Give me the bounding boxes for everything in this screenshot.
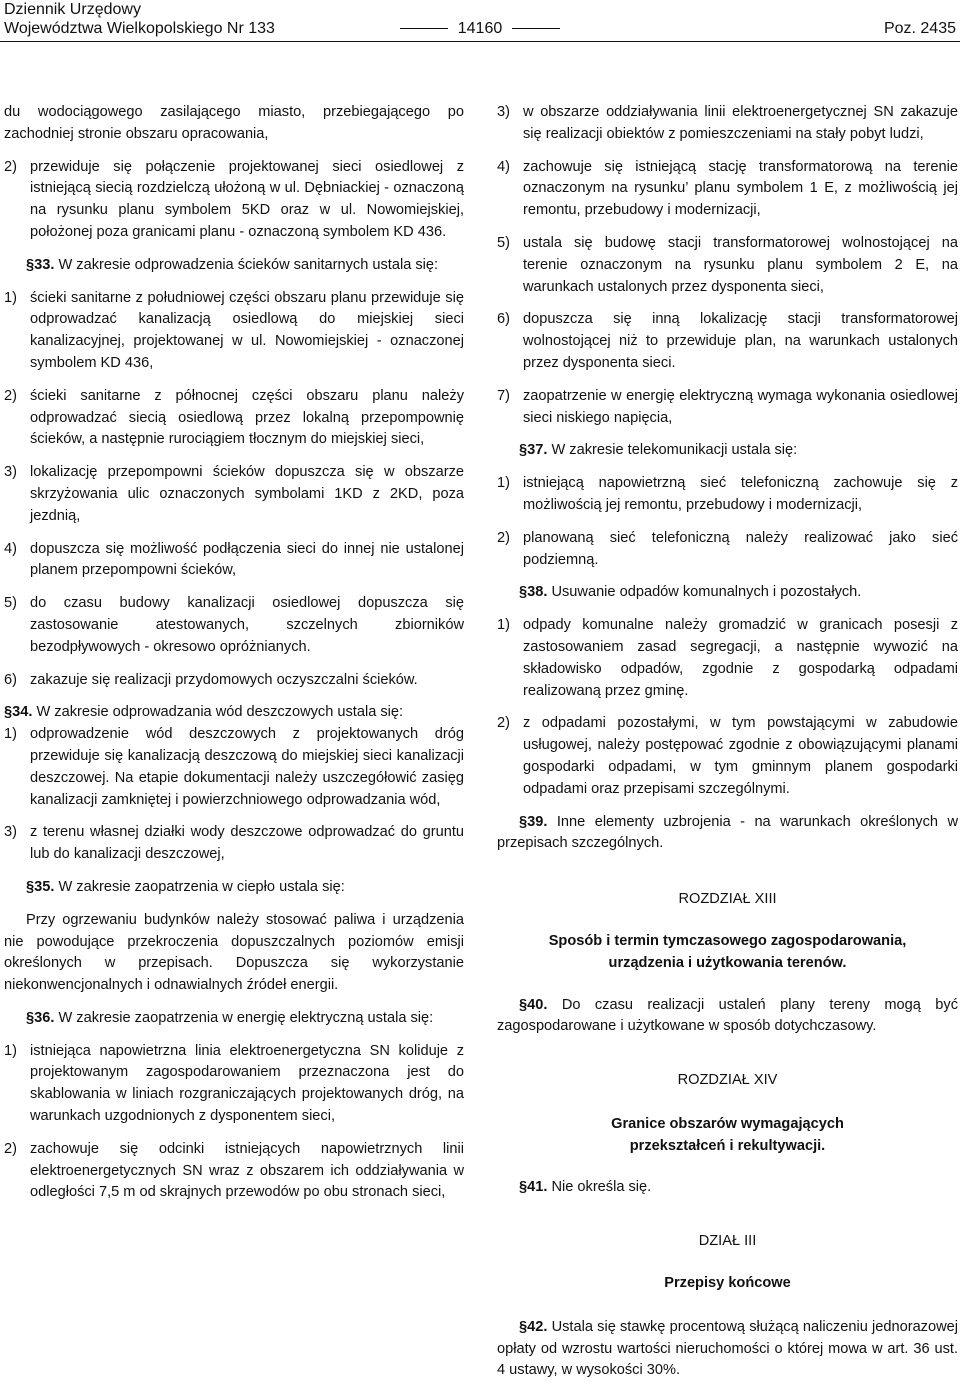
- list-item: 4) zachowuje się istniejącą stację transformatorową na terenie oznaczonym na rysunku’ planu symbolem 1 E, z możliwością jej remontu, przebudowy i modernizacji,: [497, 158, 958, 219]
- part-3-title: Przepisy końcowe: [664, 1275, 791, 1292]
- list-item: 5) do czasu budowy kanalizacji osiedlowej dopuszcza się zastosowanie atestowanych, szczelnych zbiorników bezodpływowych - okresowo opróżnianych.: [4, 595, 464, 655]
- page-number: [0, 19, 960, 38]
- section-41: §41. Nie określa się.: [519, 1179, 652, 1196]
- part-3-label: DZIAŁ III: [698, 1233, 757, 1250]
- section-33: §33. W zakresie odprowadzenia ścieków sanitarnych ustala się:: [26, 256, 439, 273]
- chapter-13-label: ROZDZIAŁ XIII: [678, 891, 777, 908]
- journal-issue: Województwa Wielkopolskiego Nr 133: [4, 20, 275, 37]
- page-number-value: 14160: [457, 20, 503, 37]
- list-item: 2) z odpadami pozostałymi, w tym powstającymi w zabudowie usługowej, należy postępować zgodnie z obowiązującymi planami gospodarki odpadami, w tym gminnym planem gospodarki odpadami oraz przepisami szczególnymi.: [497, 715, 958, 797]
- chapter-13-title: Sposób i termin tymczasowego zagospodarowania, urządzenia i użytkowania terenów.: [548, 932, 907, 971]
- section-35-text: Przy ogrzewaniu budynków należy stosować paliwa i urządzenia nie powodujące przekroczenia dopuszczalnych poziomów emisji określonych w przepisach. Dopuszcza się wykorzystanie niekonwencjonalnych i odnawialnych źródeł energii.: [4, 911, 464, 994]
- position-label: Poz. 2435: [883, 20, 956, 37]
- list-item: 2) ścieki sanitarne z północnej części obszaru planu należy odprowadzać siecią osiedlową przez lokalną przepompownię ścieków, a następnie rurociągiem tłocznym do miejskiej sieci,: [4, 387, 464, 448]
- page-header: [0, 0, 960, 40]
- header-rule: [0, 41, 960, 42]
- list-item: 1) odprowadzenie wód deszczowych z projektowanych dróg przewiduje się kanalizacją deszczową do miejskiej sieci kanalizacji deszczowej. Na etapie dokumentacji należy uszczegółowić zasięg kanalizacji zamkniętej i powierzchniowego odprowadzania wód,: [4, 726, 464, 808]
- section-37: §37. W zakresie telekomunikacji ustala się:: [519, 442, 798, 459]
- left-column: [4, 102, 464, 1215]
- list-item: 4) dopuszcza się możliwość podłączenia sieci do innej nie ustalonej planem przepompowni ścieków,: [4, 540, 464, 579]
- list-item: 2) przewiduje się połączenie projektowanej sieci osiedlowej z istniejącą siecią rozdzielczą ułożoną w ul. Dębniackiej - oznaczoną na rysunku planu symbolem 5KD oraz w ul. Nowomiejskiej, położonej poza granicami planu - oznaczoną symbolem KD 436.: [4, 158, 464, 240]
- list-item: 7) zaopatrzenie w energię elektryczną wymaga wykonania osiedlowej sieci niskiego napięcia,: [497, 387, 958, 426]
- list-item: 2) zachowuje się odcinki istniejących napowietrznych linii elektroenergetycznych SN wraz z obszarem ich oddziaływania w odległości 7,5 m od skrajnych przewodów po obu stronach sieci,: [4, 1140, 464, 1201]
- section-36: §36. W zakresie zaopatrzenia w energię elektryczną ustala się:: [26, 1009, 434, 1026]
- intro-paragraph: du wodociągowego zasilającego miasto, przebiegającego po zachodniej stronie obszaru opracowania,: [4, 104, 464, 142]
- section-39: §39. Inne elementy uzbrojenia - na warunkach określonych w przepisach szczególnych.: [497, 813, 958, 852]
- section-42: §42. Ustala się stawkę procentową służącą naliczeniu jednorazowej opłaty od wzrostu wartości nieruchomości o której mowa w art. 36 ust. 4 ustawy, w wysokości 30%.: [497, 1318, 958, 1379]
- list-item: 3) lokalizację przepompowni ścieków dopuszcza się w obszarze skrzyżowania ulic oznaczonych symbolami 1KD z 2KD, poza jezdnią,: [4, 464, 464, 524]
- right-column: [497, 102, 958, 1382]
- section-34: §34. W zakresie odprowadzania wód deszczowych ustala się:: [4, 704, 404, 721]
- list-item: 3) z terenu własnej działki wody deszczowe odprowadzać do gruntu lub do kanalizacji deszczowej,: [4, 824, 464, 863]
- list-item: 1) istniejącą napowietrzną sieć telefoniczną zachowuje się z możliwością jej remontu, przebudowy i modernizacji,: [497, 475, 958, 513]
- list-item: 6) dopuszcza się inną lokalizację stacji transformatorowej wolnostojącej niż to przewiduje plan, na warunkach ustalonych przez dysponenta sieci.: [497, 311, 958, 371]
- section-35: §35. W zakresie zaopatrzenia w ciepło ustala się:: [26, 878, 345, 895]
- list-item: 5) ustala się budowę stacji transformatorowej wolnostojącej na terenie oznaczonym na rysunku planu symbolem 2 E, na warunkach ustalonych przez dysponenta sieci,: [497, 234, 958, 295]
- list-item: 1) odpady komunalne należy gromadzić w granicach posesji z zastosowaniem zasad segregacji, a następnie wywozić na składowisko odpadów, zgodnie z gospodarką odpadami realizowaną przez gminę.: [497, 617, 958, 699]
- list-item: 6) zakazuje się realizacji przydomowych oczyszczalni ścieków.: [4, 671, 418, 688]
- section-38: §38. Usuwanie odpadów komunalnych i pozostałych.: [519, 584, 862, 601]
- section-40: §40. Do czasu realizacji ustaleń plany tereny mogą być zagospodarowane i użytkowane w sposób dotychczasowy.: [497, 996, 958, 1035]
- list-item: 3) w obszarze oddziaływania linii elektroenergetycznej SN zakazuje się realizacji obiektów z pomieszczeniami na stały pobyt ludzi,: [497, 104, 958, 142]
- list-item: 1) istniejąca napowietrzna linia elektroenergetyczna SN koliduje z projektowanym zagospodarowaniem przeznaczona jest do skablowania w liniach rozgraniczających projektowanych dróg, na warunkach uzgodnionych z dysponentem sieci,: [4, 1042, 464, 1125]
- journal-name: Dziennik Urzędowy: [4, 1, 141, 18]
- chapter-14-label: ROZDZIAŁ XIV: [677, 1072, 778, 1089]
- chapter-14-title: Granice obszarów wymagających przekształceń i rekultywacji.: [611, 1115, 844, 1154]
- list-item: 2) planowaną sieć telefoniczną należy realizować jako sieć podziemną.: [497, 529, 958, 568]
- list-item: 1) ścieki sanitarne z południowej części obszaru planu przewiduje się odprowadzać kanalizacją osiedlową do miejskiej sieci kanalizacyjnej, projektowanej w ul. Nowomiejskiej - oznaczonej symbolem KD 436,: [4, 289, 464, 371]
